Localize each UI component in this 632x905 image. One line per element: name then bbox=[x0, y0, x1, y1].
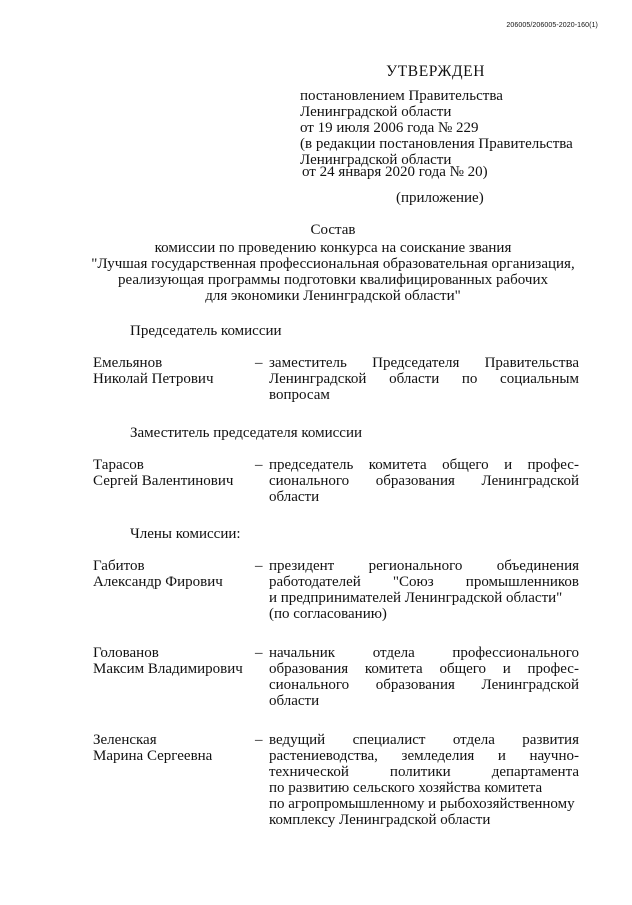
member-given-name: Николай Петрович bbox=[93, 371, 214, 387]
role-word: и bbox=[502, 661, 511, 677]
role-word: Ленинградской bbox=[481, 473, 579, 489]
role-word: (по согласованию) bbox=[269, 606, 387, 622]
role-word: Ленинградской bbox=[481, 677, 579, 693]
approval-line: (в редакции постановления Правительства bbox=[300, 136, 573, 152]
role-line bbox=[269, 387, 579, 403]
member-name bbox=[93, 355, 253, 387]
role-word: по агропромышленному и рыбохозяйственному bbox=[269, 796, 575, 812]
role-line bbox=[269, 606, 579, 622]
section-chair-heading: Председатель комиссии bbox=[130, 323, 282, 339]
role-line bbox=[269, 812, 579, 828]
role-word: специалист bbox=[352, 732, 426, 748]
role-line bbox=[269, 693, 579, 709]
dash-separator: – bbox=[255, 355, 263, 371]
member-name bbox=[93, 732, 253, 764]
member-role bbox=[269, 355, 579, 403]
role-line bbox=[269, 590, 579, 606]
approval-line: Ленинградской области bbox=[300, 152, 452, 168]
composition-title-block bbox=[80, 222, 586, 304]
role-line bbox=[269, 645, 579, 661]
role-word: профес- bbox=[527, 457, 579, 473]
role-word: развития bbox=[522, 732, 579, 748]
member-given-name: Сергей Валентинович bbox=[93, 473, 234, 489]
role-word: и предпринимателей Ленинградской области" bbox=[269, 590, 563, 606]
role-line bbox=[269, 558, 579, 574]
section-deputy-heading: Заместитель председателя комиссии bbox=[130, 425, 363, 441]
role-word: регионального bbox=[368, 558, 463, 574]
role-word: отдела bbox=[452, 732, 495, 748]
dash-separator: – bbox=[255, 558, 263, 574]
member-given-name: Марина Сергеевна bbox=[93, 748, 213, 764]
role-word: профес- bbox=[527, 661, 579, 677]
role-word: образования bbox=[375, 677, 455, 693]
composition-title: Состав bbox=[310, 222, 356, 238]
role-word: области bbox=[269, 489, 320, 505]
role-line bbox=[269, 574, 579, 590]
role-word: Правительства bbox=[484, 355, 579, 371]
role-word: объединения bbox=[496, 558, 579, 574]
member-given-name: Максим Владимирович bbox=[93, 661, 243, 677]
role-word: промышленников bbox=[465, 574, 579, 590]
member-name bbox=[93, 457, 253, 489]
role-word: ведущий bbox=[269, 732, 326, 748]
composition-line: "Лучшая государственная профессиональная образовательная организация, bbox=[91, 256, 575, 272]
member-surname: Зеленская bbox=[93, 732, 157, 748]
role-word: профессионального bbox=[452, 645, 579, 661]
member-role bbox=[269, 645, 579, 709]
approval-line: от 19 июля 2006 года № 229 bbox=[300, 120, 479, 136]
role-word: "Союз bbox=[392, 574, 434, 590]
role-word: Ленинградской bbox=[269, 371, 367, 387]
role-word: работодателей bbox=[269, 574, 361, 590]
role-word: технической bbox=[269, 764, 349, 780]
approval-heading: УТВЕРЖДЕН bbox=[386, 63, 485, 80]
member-given-name: Александр Фирович bbox=[93, 574, 223, 590]
approval-block bbox=[300, 64, 590, 206]
role-word: политики bbox=[389, 764, 451, 780]
role-line bbox=[269, 748, 579, 764]
member-surname: Голованов bbox=[93, 645, 159, 661]
member-role bbox=[269, 457, 579, 505]
role-word: по развитию сельского хозяйства комитета bbox=[269, 780, 543, 796]
role-word: области bbox=[269, 693, 320, 709]
role-word: департамента bbox=[491, 764, 579, 780]
role-line bbox=[269, 355, 579, 371]
role-line bbox=[269, 371, 579, 387]
role-word: начальник bbox=[269, 645, 336, 661]
role-line bbox=[269, 661, 579, 677]
role-line bbox=[269, 764, 579, 780]
role-word: по bbox=[461, 371, 478, 387]
role-word: растениеводства, bbox=[269, 748, 378, 764]
role-word: сионального bbox=[269, 677, 350, 693]
composition-line: реализующая программы подготовки квалифицированных рабочих bbox=[118, 272, 548, 288]
role-word: президент bbox=[269, 558, 335, 574]
role-line bbox=[269, 677, 579, 693]
role-word: земледелия bbox=[401, 748, 475, 764]
role-word: и bbox=[504, 457, 513, 473]
amendment-date: от 24 января 2020 года № 20) bbox=[302, 164, 488, 180]
role-word: образования bbox=[375, 473, 455, 489]
member-surname: Емельянов bbox=[93, 355, 163, 371]
member-name bbox=[93, 645, 253, 677]
role-word: общего bbox=[442, 457, 489, 473]
role-word: сионального bbox=[269, 473, 350, 489]
dash-separator: – bbox=[255, 645, 263, 661]
approval-line: Ленинградской области bbox=[300, 104, 452, 120]
member-role bbox=[269, 732, 579, 828]
dash-separator: – bbox=[255, 457, 263, 473]
member-surname: Тарасов bbox=[93, 457, 144, 473]
role-word: комплексу Ленинградской области bbox=[269, 812, 491, 828]
role-word: области bbox=[389, 371, 440, 387]
document-id: 206005/206005-2020-160(1) bbox=[506, 22, 598, 29]
role-line bbox=[269, 732, 579, 748]
composition-line: для экономики Ленинградской области" bbox=[205, 288, 461, 304]
section-members-heading: Члены комиссии: bbox=[130, 526, 241, 542]
role-line bbox=[269, 796, 579, 812]
dash-separator: – bbox=[255, 732, 263, 748]
role-word: председатель bbox=[269, 457, 354, 473]
member-surname: Габитов bbox=[93, 558, 145, 574]
member-name bbox=[93, 558, 253, 590]
role-word: Председателя bbox=[372, 355, 460, 371]
role-word: общего bbox=[439, 661, 487, 677]
role-word: заместитель bbox=[269, 355, 347, 371]
role-word: комитета bbox=[364, 661, 423, 677]
role-line bbox=[269, 473, 579, 489]
role-word: и bbox=[497, 748, 506, 764]
role-word: образования bbox=[269, 661, 349, 677]
composition-line: комиссии по проведению конкурса на соискание звания bbox=[154, 240, 512, 256]
appendix-label: (приложение) bbox=[396, 190, 484, 206]
role-word: отдела bbox=[372, 645, 415, 661]
role-line bbox=[269, 780, 579, 796]
role-word: научно- bbox=[529, 748, 579, 764]
role-word: социальным bbox=[500, 371, 579, 387]
member-role bbox=[269, 558, 579, 622]
role-word: вопросам bbox=[269, 387, 330, 403]
role-line bbox=[269, 457, 579, 473]
approval-line: постановлением Правительства bbox=[300, 88, 503, 104]
role-line bbox=[269, 489, 579, 505]
role-word: комитета bbox=[368, 457, 427, 473]
